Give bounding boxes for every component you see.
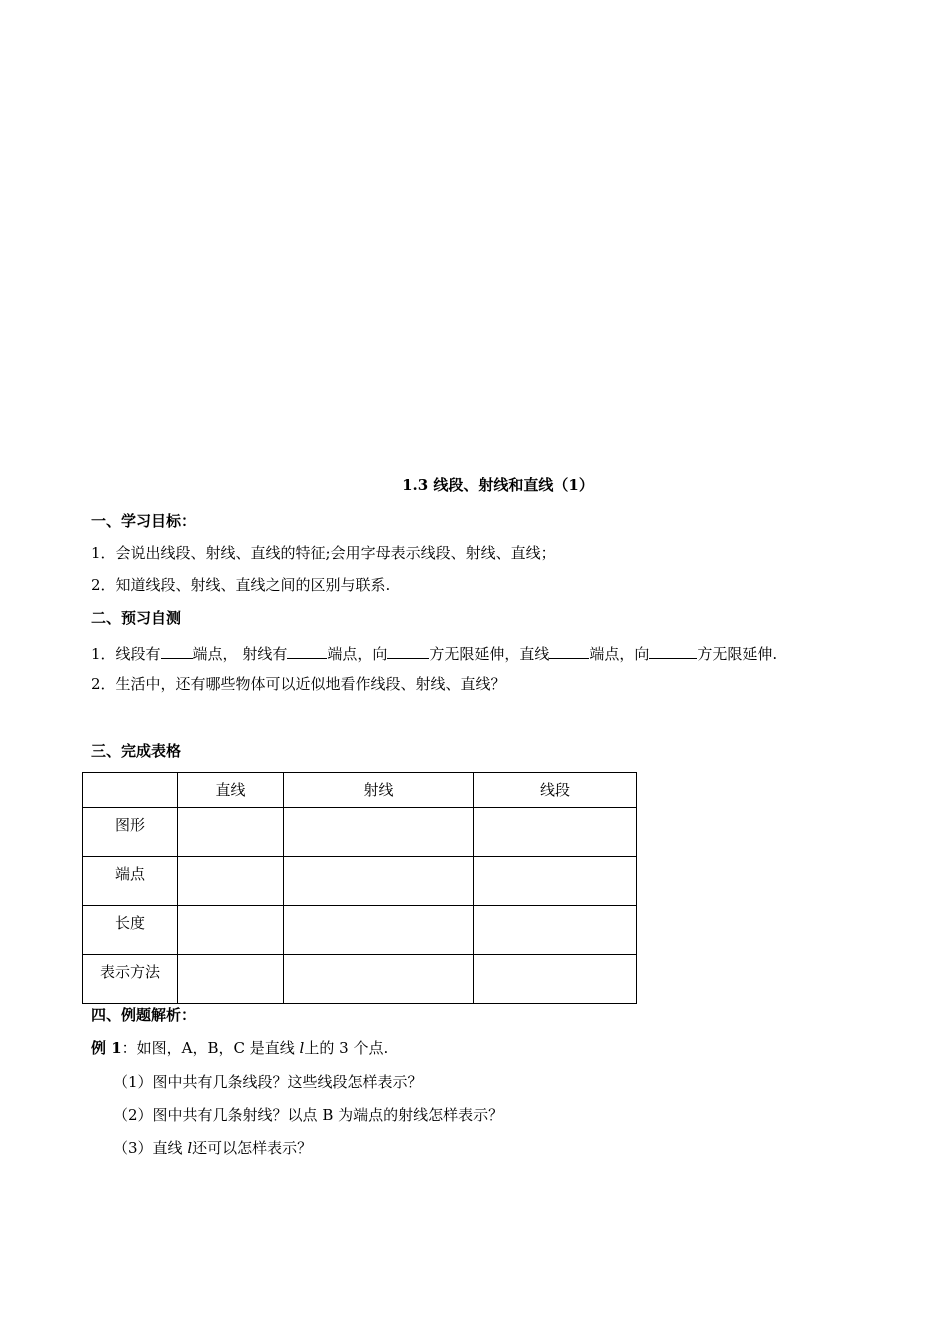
table-cell[interactable] [474, 857, 637, 906]
table-cell[interactable] [284, 906, 474, 955]
comparison-table [82, 772, 637, 1004]
q1-part-5: 端点，向 [589, 645, 650, 663]
table-header-cell [83, 773, 178, 808]
section-4-heading: 四、例题解析： [91, 1006, 197, 1024]
q1-part-6: 方无限延伸. [697, 645, 778, 663]
page-title: 1.3 线段、射线和直线（1） [402, 476, 594, 494]
table-header-row [83, 773, 637, 808]
table-header-cell: 直线 [178, 773, 284, 808]
row-label: 端点 [83, 857, 178, 906]
table-row [83, 906, 637, 955]
example-label: 例 1 [91, 1039, 122, 1057]
table-cell[interactable] [474, 955, 637, 1004]
table-cell[interactable] [284, 955, 474, 1004]
table-cell[interactable] [474, 808, 637, 857]
table-cell[interactable] [284, 808, 474, 857]
table-cell[interactable] [178, 906, 284, 955]
line-variable: l [299, 1039, 305, 1057]
table-header-cell: 线段 [474, 773, 637, 808]
example-intro-text: ：如图，A，B，C 是直线 [121, 1039, 300, 1057]
row-label: 图形 [83, 808, 178, 857]
table-cell[interactable] [474, 906, 637, 955]
section-2-heading: 二、预习自测 [91, 609, 182, 627]
row-label: 长度 [83, 906, 178, 955]
preview-question-1 [91, 644, 777, 662]
row-label: 表示方法 [83, 955, 178, 1004]
table-cell[interactable] [178, 808, 284, 857]
fill-blank[interactable] [387, 644, 429, 659]
q1-part-1: 1．线段有 [91, 645, 161, 663]
section-1-heading: 一、学习目标： [91, 512, 197, 530]
example-question-1: （1）图中共有几条线段？这些线段怎样表示？ [113, 1073, 423, 1091]
fill-blank[interactable] [549, 644, 589, 659]
q3-text-start: （3）直线 [113, 1139, 188, 1157]
example-question-3 [113, 1141, 312, 1156]
table-cell[interactable] [178, 955, 284, 1004]
fill-blank[interactable] [287, 644, 327, 659]
table-row [83, 808, 637, 857]
q1-part-2: 端点， 射线有 [192, 645, 288, 663]
table-cell[interactable] [178, 857, 284, 906]
q1-part-3: 端点，向 [327, 645, 388, 663]
fill-blank[interactable] [161, 644, 193, 659]
example-question-2: （2）图中共有几条射线？以点 B 为端点的射线怎样表示？ [113, 1106, 504, 1124]
example-intro-text-end: 上的 3 个点. [304, 1039, 389, 1057]
q3-text-end: 还可以怎样表示？ [192, 1139, 313, 1157]
table-cell[interactable] [284, 857, 474, 906]
objective-1: 1．会说出线段、射线、直线的特征;会用字母表示线段、射线、直线； [91, 544, 556, 562]
table-row [83, 857, 637, 906]
line-variable: l [187, 1139, 193, 1157]
section-3-heading: 三、完成表格 [91, 742, 182, 760]
table-row [83, 955, 637, 1004]
fill-blank[interactable] [649, 644, 697, 659]
objective-2: 2．知道线段、射线、直线之间的区别与联系. [91, 576, 391, 594]
preview-question-2: 2．生活中，还有哪些物体可以近似地看作线段、射线、直线？ [91, 675, 506, 693]
example-1-intro [91, 1041, 388, 1056]
table-header-cell: 射线 [284, 773, 474, 808]
q1-part-4: 方无限延伸，直线 [429, 645, 550, 663]
